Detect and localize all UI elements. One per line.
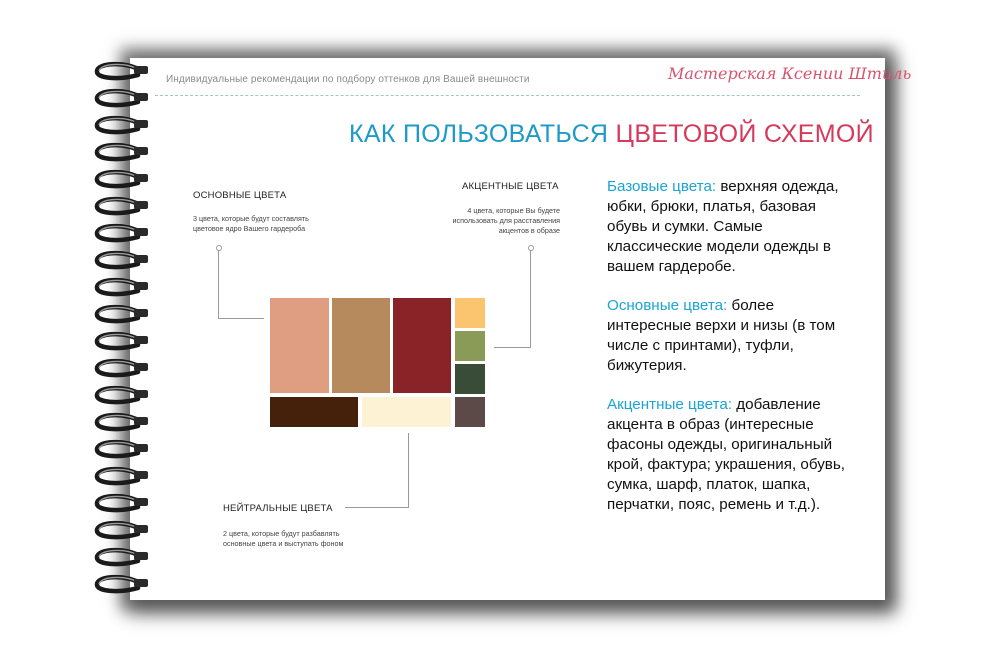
brand-logo: Мастерская Ксении Штиль xyxy=(668,64,912,83)
neutral-color-swatch xyxy=(362,397,451,427)
neutral-colors-desc-1: 2 цвета, которые будут разбавлять xyxy=(223,529,340,538)
accent-colors-label: АКЦЕНТНЫЕ ЦВЕТА xyxy=(462,181,559,192)
page-title xyxy=(349,120,874,149)
accent-colors-desc-2: использовать для расставления xyxy=(452,216,560,225)
main-colors-paragraph xyxy=(607,296,852,376)
accent-colors-desc-3: акцентов в образе xyxy=(498,226,560,235)
main-colors-label: ОСНОВНЫЕ ЦВЕТА xyxy=(193,190,287,201)
accent-colors-text-label: Акцентные цвета: xyxy=(607,396,733,413)
main-colors-text-label: Основные цвета: xyxy=(607,297,728,314)
accent-color-swatch xyxy=(455,298,485,328)
neutral-colors-desc-2: основные цвета и выступать фоном xyxy=(223,539,344,548)
accent-color-swatch xyxy=(455,397,485,427)
header-subtitle: Индивидуальные рекомендации по подбору оттенков для Вашей внешности xyxy=(166,74,530,85)
main-colors-desc-2: цветовое ядро Вашего гардероба xyxy=(193,224,306,233)
accent-connector-line xyxy=(530,251,531,348)
accent-colors-desc-1: 4 цвета, которые Вы будете xyxy=(467,206,560,215)
title-part-1: КАК ПОЛЬЗОВАТЬСЯ xyxy=(349,120,609,148)
neutral-connector-line xyxy=(345,507,409,508)
neutral-connector-line xyxy=(408,433,409,507)
base-colors-label: Базовые цвета: xyxy=(607,178,717,195)
accent-colors-paragraph xyxy=(607,395,852,515)
accent-color-swatch xyxy=(455,364,485,394)
main-connector-line xyxy=(218,318,264,319)
main-connector-line xyxy=(218,251,219,318)
main-colors-body: более интересные верхи и низы (в том числе с принтами), туфли, бижутерия. xyxy=(607,297,836,374)
main-color-swatch xyxy=(270,298,329,393)
neutral-colors-label: НЕЙТРАЛЬНЫЕ ЦВЕТА xyxy=(223,503,333,514)
main-colors-desc-1: 3 цвета, которые будут составлять xyxy=(193,214,309,223)
base-colors-body: верхняя одежда, юбки, брюки, платья, базовая обувь и сумки. Самые классические модели одежды в вашем гардеробе. xyxy=(607,178,839,275)
title-part-2: ЦВЕТОВОЙ СХЕМОЙ xyxy=(615,120,874,148)
accent-color-swatch xyxy=(455,331,485,361)
main-color-swatch xyxy=(332,298,390,393)
main-connector-dot xyxy=(216,245,222,251)
header-divider xyxy=(155,95,860,96)
neutral-color-swatch xyxy=(270,397,358,427)
accent-connector-line xyxy=(494,347,531,348)
base-colors-paragraph xyxy=(607,177,852,277)
main-color-swatch xyxy=(393,298,451,393)
spiral-binding xyxy=(92,58,162,603)
accent-connector-dot xyxy=(528,245,534,251)
accent-colors-body: добавление акцента в образ (интересные фасоны одежды, оригинальный крой, фактура; украшения, обувь, сумка, шарф, платок, шапка, перчатки, пояс, ремень и т.д.). xyxy=(607,396,846,513)
explanation-text xyxy=(607,177,852,534)
